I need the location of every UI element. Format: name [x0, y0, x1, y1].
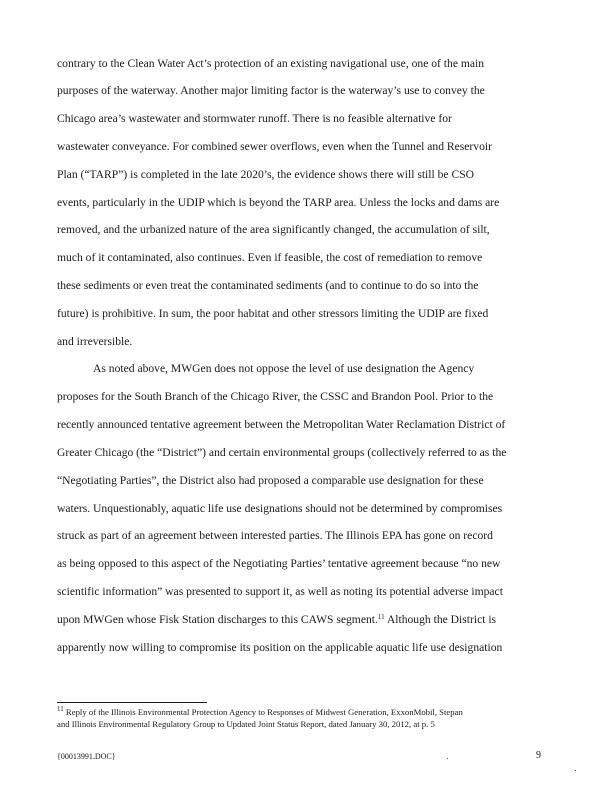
- footnote-line-1: [57, 707, 463, 718]
- footnote-reference[interactable]: 11: [377, 613, 385, 621]
- body-line-4: wastewater conveyance. For combined sewer overflows, even when the Tunnel and Reservoir: [57, 140, 492, 153]
- body-line-21-tail: Although the District is: [384, 613, 497, 626]
- body-line-8: much of it contaminated, also continues. Even if feasible, the cost of remediation to remove: [57, 251, 483, 264]
- body-line-21: [57, 613, 496, 627]
- footnote-line-2: and Illinois Environmental Regulatory Group to Updated Joint Status Report, dated January 30, 2012, at p. 5: [57, 719, 435, 729]
- body-line-2: purposes of the waterway. Another major limiting factor is the waterway’s use to convey the: [57, 84, 485, 97]
- document-number: {00013991.DOC}: [57, 752, 116, 761]
- body-line-10: future) is prohibitive. In sum, the poor habitat and other stressors limiting the UDIP are fixed: [57, 307, 489, 320]
- body-line-5: Plan (“TARP”) is completed in the late 2020’s, the evidence shows there will still be CSO: [57, 168, 475, 181]
- body-line-3: Chicago area’s wastewater and stormwater runoff. There is no feasible alternative for: [57, 112, 452, 125]
- footnote-marker: 11: [57, 705, 64, 713]
- body-line-16: “Negotiating Parties”, the District also had proposed a comparable use designation for these: [57, 474, 484, 487]
- body-line-13: proposes for the South Branch of the Chicago River, the CSSC and Brandon Pool. Prior to the: [57, 390, 494, 403]
- scan-speck: [447, 758, 448, 759]
- body-line-12: As noted above, MWGen does not oppose the level of use designation the Agency: [93, 362, 475, 375]
- body-line-21-text: upon MWGen whose Fisk Station discharges to this CAWS segment.: [57, 613, 378, 626]
- scan-speck: [575, 770, 576, 771]
- body-line-11: and irreversible.: [57, 335, 133, 348]
- body-line-9: these sediments or even treat the contaminated sediments (and to continue to do so into the: [57, 279, 479, 292]
- body-line-19: as being opposed to this aspect of the Negotiating Parties’ tentative agreement because “no new: [57, 557, 501, 570]
- body-line-15: Greater Chicago (the “District”) and certain environmental groups (collectively referred to as the: [57, 446, 507, 459]
- body-line-7: removed, and the urbanized nature of the area significantly changed, the accumulation of silt,: [57, 223, 490, 236]
- page-number: 9: [536, 750, 541, 761]
- body-line-22: apparently now willing to compromise its position on the applicable aquatic life use designation: [57, 641, 503, 654]
- body-line-6: events, particularly in the UDIP which is beyond the TARP area. Unless the locks and dams are: [57, 196, 500, 209]
- body-line-20: scientific information” was presented to support it, as well as noting its potential adverse impact: [57, 585, 503, 598]
- body-line-17: waters. Unquestionably, aquatic life use designations should not be determined by compromises: [57, 502, 503, 515]
- body-line-1: contrary to the Clean Water Act’s protection of an existing navigational use, one of the main: [57, 57, 485, 70]
- footnote-text-1: Reply of the Illinois Environmental Protection Agency to Responses of Midwest Generation, ExxonMobil, Stepan: [63, 707, 463, 717]
- footnote-separator: [57, 702, 207, 703]
- body-line-14: recently announced tentative agreement between the Metropolitan Water Reclamation District of: [57, 418, 506, 431]
- body-line-18: struck as part of an agreement between interested parties. The Illinois EPA has gone on record: [57, 529, 493, 542]
